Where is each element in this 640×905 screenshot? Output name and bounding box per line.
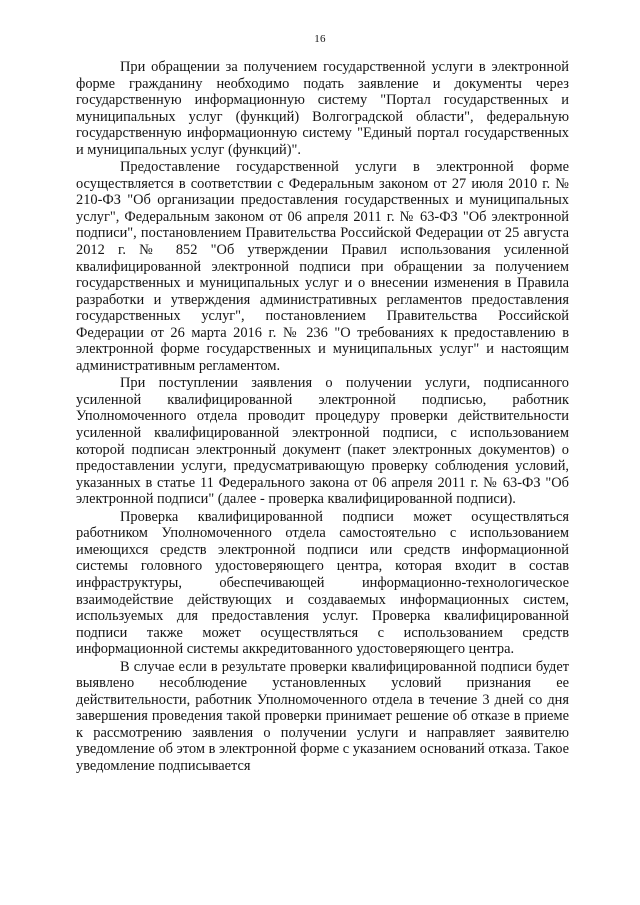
paragraph-electronic-application: При обращении за получением государственной услуги в электронной форме гражданину необходимо подать заявление и документы через государственную информационную систему "Портал государственных и муниципальных услуг (функций) Волгоградской области", федеральную государственную информационную систему "Единый портал государственных и муниципальных услуг (функций)". — [76, 59, 569, 158]
page-number: 16 — [314, 33, 326, 45]
paragraph-signature-verification: При поступлении заявления о получении услуги, подписанного усиленной квалифицированной электронной подписью, работник Уполномоченного отдела проводит процедуру проверки действительности усиленной квалифицированной электронной подписи, с использованием которой подписан электронный документ (пакет электронных документов) о предоставлении услуги, предусматривающую проверку соблюдения условий, указанных в статье 11 Федерального закона от 06 апреля 2011 г. № 63-ФЗ "Об электронной подписи" (далее - проверка квалифицированной подписи). — [76, 375, 569, 508]
document-body — [76, 59, 569, 775]
paragraph-legal-basis: Предоставление государственной услуги в электронной форме осуществляется в соответствии с Федеральным законом от 27 июля 2010 г. № 210-ФЗ "Об организации предоставления государственных и муниципальных услуг", Федеральным законом от 06 апреля 2011 г. № 63-ФЗ "Об электронной подписи", постановлением Правительства Российской Федерации от 25 августа 2012 г. № 852 "Об утверждении Правил использования усиленной квалифицированной электронной подписи при обращении за получением государственных и муниципальных услуг и о внесении изменения в Правила разработки и утверждения административных регламентов предоставления государственных услуг", постановлением Правительства Российской Федерации от 26 марта 2016 г. № 236 "О требованиях к предоставлению в электронной форме государственных и муниципальных услуг" и настоящим административным регламентом. — [76, 159, 569, 374]
paragraph-verification-means: Проверка квалифицированной подписи может осуществляться работником Уполномоченного отдела самостоятельно с использованием имеющихся средств электронной подписи или средств информационной системы головного удостоверяющего центра, которая входит в состав инфраструктуры, обеспечивающей информационно-технологическое взаимодействие действующих и создаваемых информационных систем, используемых для предоставления услуг. Проверка квалифицированной подписи также может осуществляться с использованием средств информационной системы аккредитованного удостоверяющего центра. — [76, 508, 569, 658]
paragraph-refusal-notice: В случае если в результате проверки квалифицированной подписи будет выявлено несоблюдение установленных условий признания ее действительности, работник Уполномоченного отдела в течение 3 дней со дня завершения проведения такой проверки принимает решение об отказе в приеме к рассмотрению заявления о получении услуги и направляет заявителю уведомление об этом в электронной форме с указанием оснований отказа. Такое уведомление подписывается — [76, 658, 569, 774]
